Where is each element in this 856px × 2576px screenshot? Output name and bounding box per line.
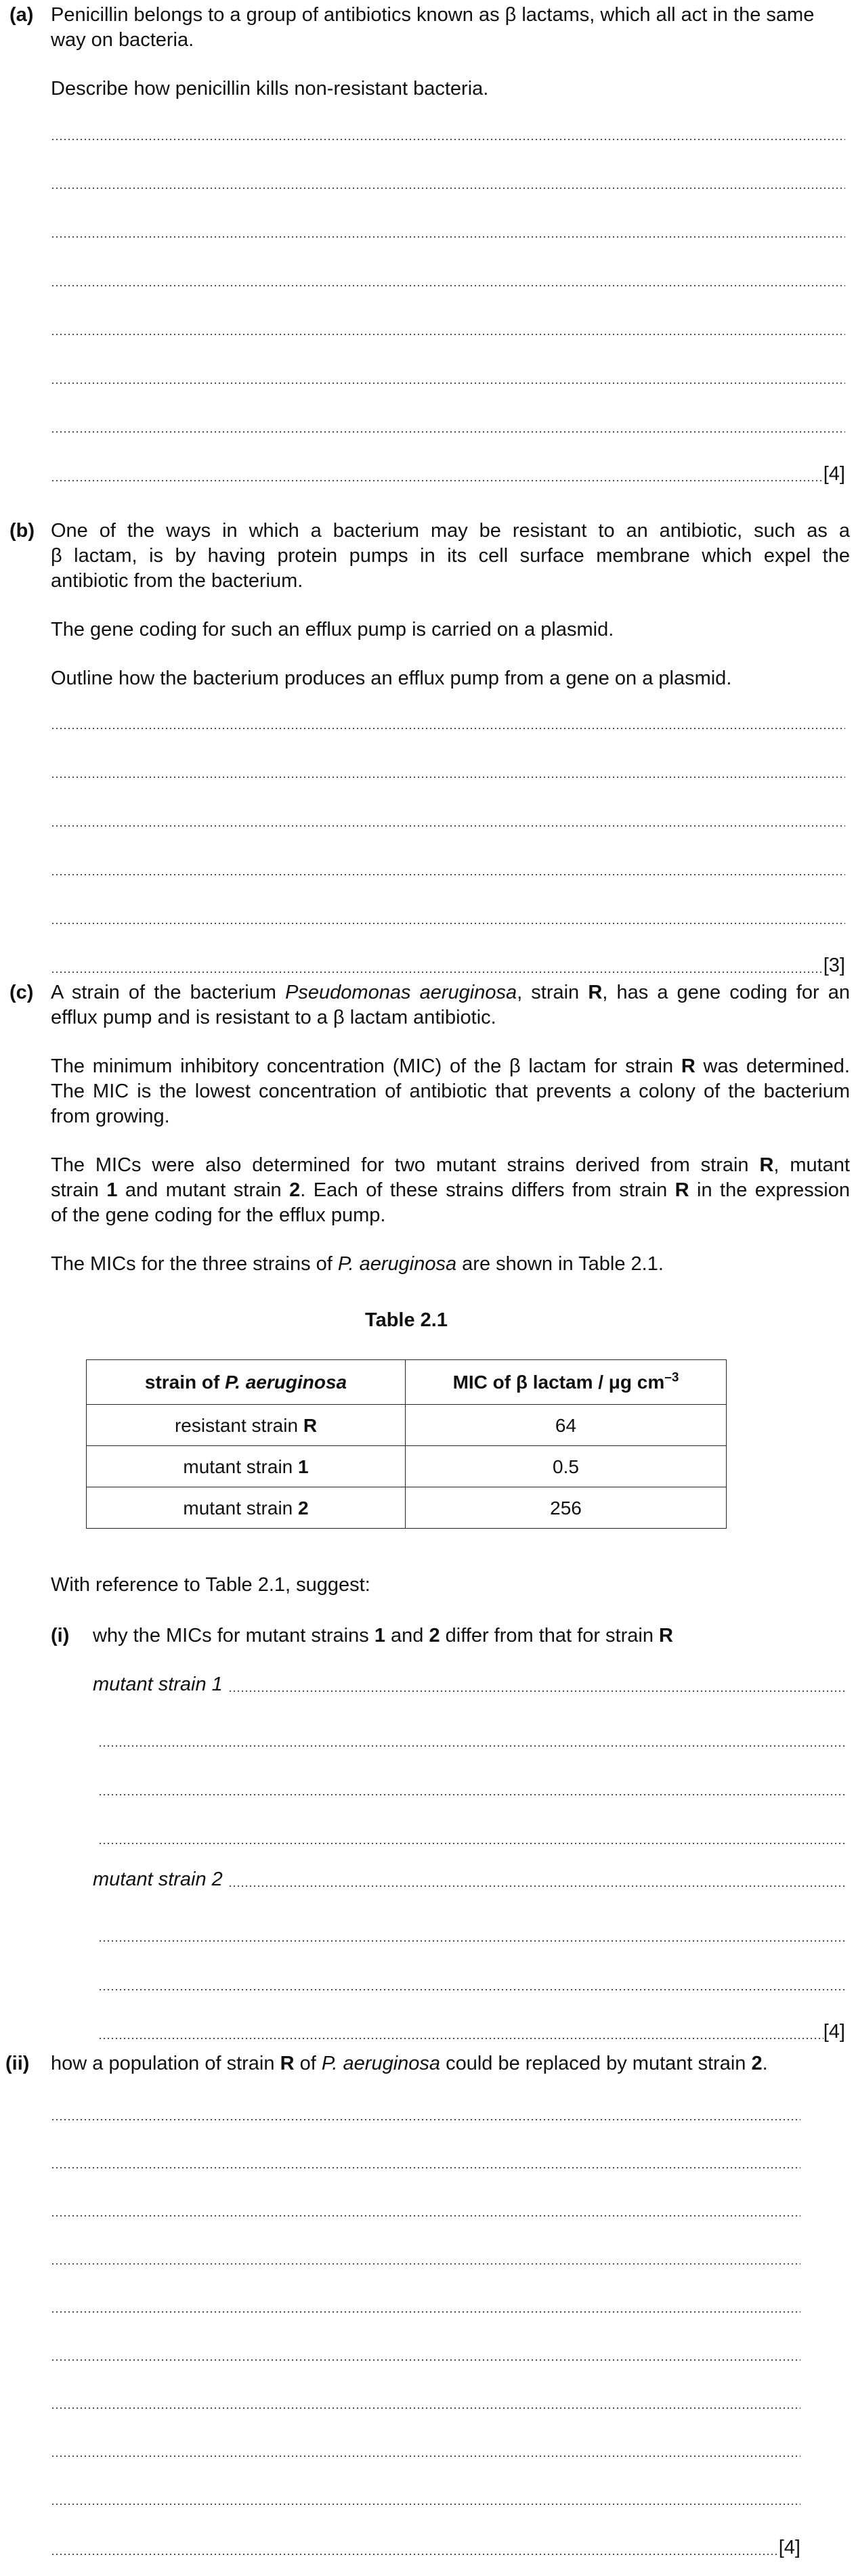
part-c-para2-line2: The MIC is the lowest concentration of antibiotic that prevents a colony of the bacterium <box>51 1080 850 1102</box>
part-b-line1: One of the ways in which a bacterium may be resistant to an antibiotic, such as a <box>51 520 850 542</box>
table-header-row <box>87 1360 727 1405</box>
table-row <box>87 1405 727 1446</box>
mark-allocation: [4] <box>778 2537 800 2558</box>
part-c-para3-line1: The MICs were also determined for two mutant strains derived from strain R, mutant <box>51 1154 850 1176</box>
part-b-line3: antibiotic from the bacterium. <box>51 570 303 592</box>
table-cell-mic: 256 <box>406 1487 727 1529</box>
answer-line[interactable] <box>51 188 845 189</box>
part-b-line2: β lactam, is by having protein pumps in its cell surface membrane which expel the <box>51 545 850 567</box>
answer-line[interactable] <box>51 334 845 335</box>
answer-line[interactable] <box>51 728 845 729</box>
answer-line[interactable] <box>51 383 845 384</box>
mutant2-answer-line[interactable] <box>93 1867 845 1892</box>
answer-line[interactable] <box>51 285 845 286</box>
table-row <box>87 1446 727 1487</box>
table-cell-strain: mutant strain 2 <box>87 1487 406 1529</box>
answer-line-final[interactable] <box>98 2020 845 2045</box>
part-b-label: (b) <box>9 520 35 542</box>
part-a-question: Describe how penicillin kills non-resistant bacteria. <box>51 78 489 100</box>
part-c-para2-line3: from growing. <box>51 1106 170 1127</box>
part-c-para4: The MICs for the three strains of P. aeruginosa are shown in Table 2.1. <box>51 1253 664 1275</box>
part-c-para1-line2: efflux pump and is resistant to a β lactam antibiotic. <box>51 1007 496 1028</box>
answer-line-final[interactable] <box>51 953 845 978</box>
answer-line[interactable] <box>51 2263 800 2265</box>
table-cell-mic: 0.5 <box>406 1446 727 1487</box>
answer-line[interactable] <box>51 2215 800 2217</box>
part-c-para1-line1: A strain of the bacterium Pseudomonas aeruginosa, strain R, has a gene coding for an <box>51 982 850 1003</box>
answer-line[interactable] <box>98 1794 845 1795</box>
sub-ii-question: how a population of strain R of P. aeruginosa could be replaced by mutant strain 2. <box>51 2053 768 2074</box>
part-b-para2: The gene coding for such an efflux pump is carried on a plasmid. <box>51 619 614 640</box>
answer-line[interactable] <box>51 874 845 875</box>
table-row <box>87 1487 727 1529</box>
mutant1-label: mutant strain 1 <box>93 1674 223 1695</box>
mic-table <box>86 1359 727 1529</box>
answer-line[interactable] <box>51 2407 800 2409</box>
answer-line[interactable] <box>51 777 845 778</box>
answer-line[interactable] <box>51 431 845 433</box>
part-c-para3-line3: of the gene coding for the efflux pump. <box>51 1204 386 1226</box>
mark-allocation: [3] <box>823 955 845 976</box>
sub-i-question: why the MICs for mutant strains 1 and 2 differ from that for strain R <box>93 1625 673 1646</box>
answer-line[interactable] <box>51 236 845 238</box>
answer-line[interactable] <box>51 2119 800 2120</box>
answer-line[interactable] <box>51 139 845 140</box>
answer-line[interactable] <box>51 2311 800 2313</box>
part-a-line1: Penicillin belongs to a group of antibiotics known as β lactams, which all act in the same <box>51 4 815 26</box>
reference-text: With reference to Table 2.1, suggest: <box>51 1574 370 1596</box>
table-title: Table 2.1 <box>365 1309 448 1331</box>
answer-line[interactable] <box>98 1843 845 1844</box>
answer-line[interactable] <box>98 1940 845 1942</box>
part-c-para2-line1: The minimum inhibitory concentration (MIC) of the β lactam for strain R was determined. <box>51 1055 850 1077</box>
table-header-strain: strain of P. aeruginosa <box>87 1360 406 1405</box>
sub-ii-label: (ii) <box>5 2053 30 2074</box>
sub-i-label: (i) <box>51 1625 70 1646</box>
part-c-para3-line2: strain 1 and mutant strain 2. Each of these strains differs from strain R in the expression <box>51 1179 850 1201</box>
mutant2-label: mutant strain 2 <box>93 1869 223 1890</box>
answer-line[interactable] <box>51 825 845 827</box>
answer-line-final[interactable] <box>51 2535 800 2560</box>
answer-line-final[interactable] <box>51 462 845 487</box>
answer-line[interactable] <box>98 1989 845 1990</box>
mark-allocation: [4] <box>823 2021 845 2043</box>
table-cell-mic: 64 <box>406 1405 727 1446</box>
answer-line[interactable] <box>51 2167 800 2168</box>
answer-line[interactable] <box>51 2504 800 2505</box>
table-cell-strain: mutant strain 1 <box>87 1446 406 1487</box>
answer-line[interactable] <box>98 1745 845 1747</box>
answer-line[interactable] <box>51 923 845 924</box>
part-c-label: (c) <box>9 982 34 1003</box>
part-a-line2: way on bacteria. <box>51 29 194 51</box>
answer-line[interactable] <box>51 2359 800 2361</box>
table-cell-strain: resistant strain R <box>87 1405 406 1446</box>
mark-allocation: [4] <box>823 463 845 485</box>
part-a-label: (a) <box>9 4 34 26</box>
answer-line[interactable] <box>51 2455 800 2457</box>
part-b-question: Outline how the bacterium produces an efflux pump from a gene on a plasmid. <box>51 668 732 689</box>
table-header-mic: MIC of β lactam / μg $cm^{-3}$ <box>406 1360 727 1405</box>
mutant1-answer-line[interactable] <box>93 1672 845 1697</box>
